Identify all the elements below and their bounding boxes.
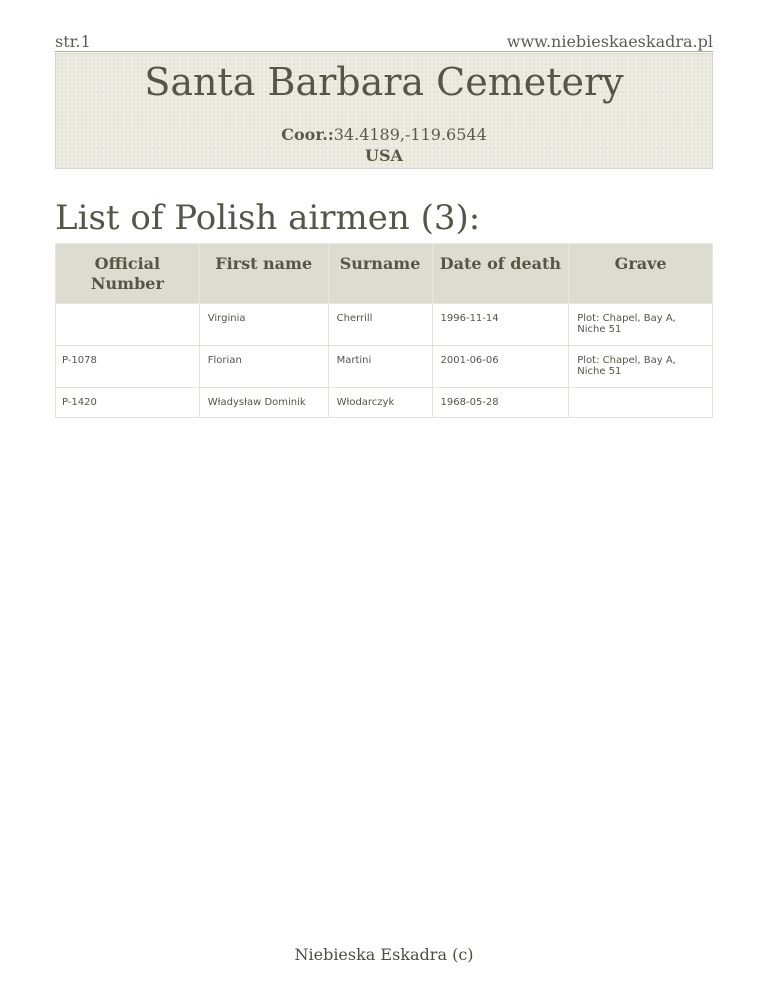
cell-grave: Plot: Chapel, Bay A, Niche 51 xyxy=(569,304,713,346)
cell-official-number xyxy=(56,304,200,346)
header-grave: Grave xyxy=(569,244,713,304)
page-topbar xyxy=(55,30,713,52)
cell-date-of-death: 2001-06-06 xyxy=(432,346,569,388)
cemetery-header xyxy=(55,53,713,169)
header-first-name: First name xyxy=(199,244,328,304)
cell-grave xyxy=(569,388,713,418)
cell-date-of-death: 1996-11-14 xyxy=(432,304,569,346)
page-footer: Niebieska Eskadra (c) xyxy=(294,945,474,964)
cell-first-name: Florian xyxy=(199,346,328,388)
cell-first-name: Władysław Dominik xyxy=(199,388,328,418)
table-row xyxy=(56,346,713,388)
airmen-table xyxy=(55,243,713,418)
cell-first-name: Virginia xyxy=(199,304,328,346)
page-number: str.1 xyxy=(55,32,91,51)
coordinates xyxy=(56,125,712,144)
cell-official-number: P-1420 xyxy=(56,388,200,418)
cell-surname: Włodarczyk xyxy=(328,388,432,418)
site-url: www.niebieskaeskadra.pl xyxy=(506,32,713,51)
table-header-row xyxy=(56,244,713,304)
cell-surname: Martini xyxy=(328,346,432,388)
country: USA xyxy=(365,146,403,165)
cell-surname: Cherrill xyxy=(328,304,432,346)
table-row xyxy=(56,388,713,418)
cell-date-of-death: 1968-05-28 xyxy=(432,388,569,418)
header-date-of-death: Date of death xyxy=(432,244,569,304)
cell-official-number: P-1078 xyxy=(56,346,200,388)
cemetery-title: Santa Barbara Cemetery xyxy=(144,60,624,104)
header-official-number: Official Number xyxy=(56,244,200,304)
header-surname: Surname xyxy=(328,244,432,304)
coordinates-value: 34.4189,-119.6544 xyxy=(333,125,487,144)
coordinates-label: Coor.: xyxy=(281,125,334,144)
table-row xyxy=(56,304,713,346)
list-heading: List of Polish airmen (3): xyxy=(55,198,481,238)
cell-grave: Plot: Chapel, Bay A, Niche 51 xyxy=(569,346,713,388)
